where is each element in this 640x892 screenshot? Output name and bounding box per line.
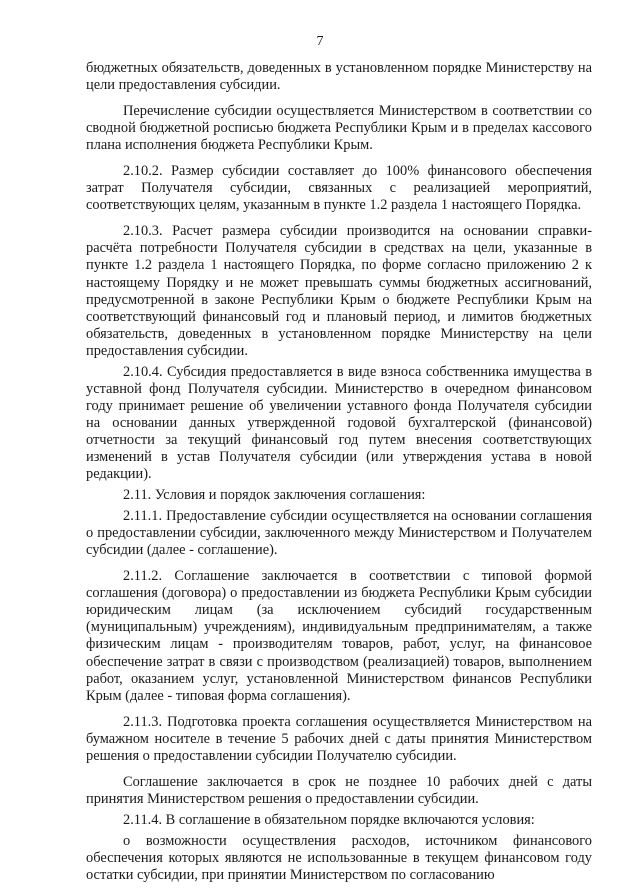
paragraph-10: Соглашение заключается в срок не позднее 10 рабочих дней с даты принятия Министерством решения о предоставлении субсидии.	[86, 773, 592, 807]
paragraph-11: 2.11.4. В соглашение в обязательном порядке включаются условия:	[123, 811, 535, 828]
page-number: 7	[316, 34, 324, 49]
paragraph-4: 2.10.3. Расчет размера субсидии производится на основании справки-расчёта потребности Получателя субсидии в средствах на цели, указанные в пункте 1.2 раздела 1 настоящего Порядка, по форме согласно приложению 2 к настоящему Порядку и не может превышать суммы бюджетных ассигнований, предусмотренной в законе Республики Крым о бюджете Республики Крым на соответствующий финансовый год и плановый период, и лимитов бюджетных обязательств, доведенных в установленном порядке Министерству на цели предоставления субсидии.	[86, 223, 592, 359]
paragraph-1: бюджетных обязательств, доведенных в установленном порядке Министерству на цели предоставления субсидии.	[86, 60, 592, 94]
paragraph-8: 2.11.2. Соглашение заключается в соответствии с типовой формой соглашения (договора) о предоставлении из бюджета Республики Крым субсидии юридическим лицам (за исключением субсидий государственным (муниципальным) учреждениям), индивидуальным предпринимателям, а также физическим лицам - производителям товаров, работ, услуг, на финансовое обеспечение затрат в связи с производством (реализацией) товаров, выполнением работ, оказанием услуг, установленной Министерством финансов Республики Крым (далее - типовая форма соглашения).	[86, 568, 592, 704]
paragraph-9: 2.11.3. Подготовка проекта соглашения осуществляется Министерством на бумажном носителе в течение 5 рабочих дней с даты принятия Министерством решения о предоставлении субсидии Получателю субсидии.	[86, 713, 592, 764]
paragraph-7: 2.11.1. Предоставление субсидии осуществляется на основании соглашения о предоставлении субсидии, заключенного между Министерством и Получателем субсидии (далее - соглашение).	[86, 508, 592, 559]
document-body	[86, 60, 592, 884]
paragraph-6: 2.11. Условия и порядок заключения соглашения:	[123, 487, 426, 504]
paragraph-3: 2.10.2. Размер субсидии составляет до 100% финансового обеспечения затрат Получателя субсидии, связанных с реализацией мероприятий, соответствующих целям, указанным в пункте 1.2 раздела 1 настоящего Порядка.	[86, 163, 592, 214]
paragraph-5: 2.10.4. Субсидия предоставляется в виде взноса собственника имущества в уставной фонд Получателя субсидии. Министерство в очередном финансовом году принимает решение об увеличении уставного фонда Получателя субсидии на основании данных утвержденной годовой бухгалтерской (финансовой) отчетности за текущий финансовый год путем внесения соответствующих изменений в устав Получателя субсидии (или утверждения устава в новой редакции).	[86, 363, 592, 483]
paragraph-12: о возможности осуществления расходов, источником финансового обеспечения которых являются не использованные в текущем финансовом году остатки субсидии, при принятии Министерством по согласованию	[86, 832, 592, 884]
paragraph-2: Перечисление субсидии осуществляется Министерством в соответствии со сводной бюджетной росписью бюджета Республики Крым и в пределах кассового плана исполнения бюджета Республики Крым.	[86, 103, 592, 154]
